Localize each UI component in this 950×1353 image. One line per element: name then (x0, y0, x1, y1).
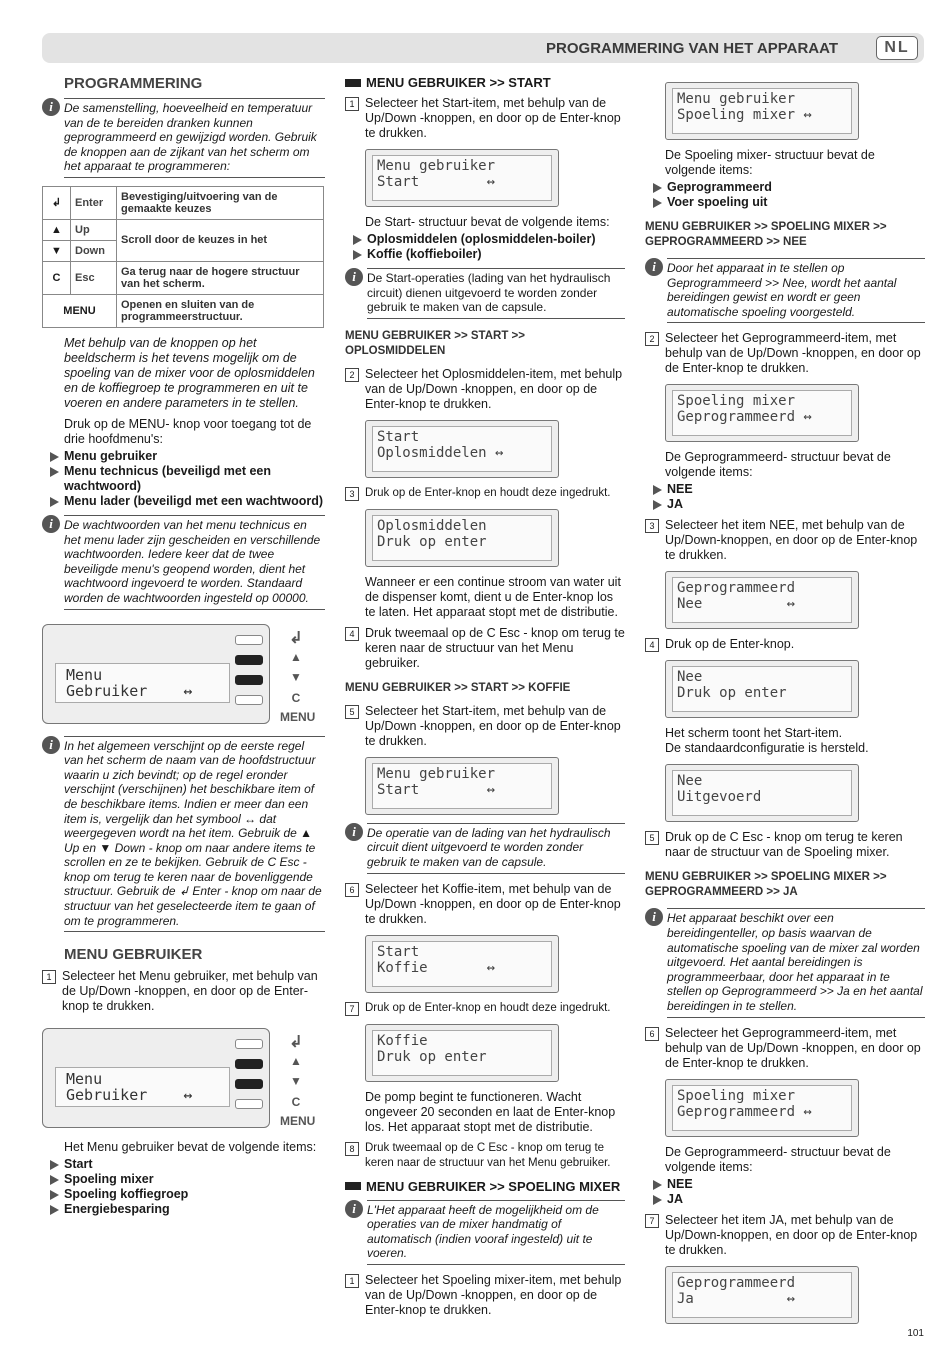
info-icon: i (345, 823, 363, 841)
info-icon: i (645, 908, 663, 926)
info-block: i Het apparaat beschikt over een bereidingenteller, op basis waarvan de automatische spoeling van de mixer zal worden uitgevoerd. Het aantal bereidingen is programmeerbaar, door het apparaat in te stellen op Geprogrammeerd >> Ja en het aantal bereidingen in te stellen. (645, 908, 925, 1017)
subsection-title: MENU GEBRUIKER >> START >> KOFFIE (345, 681, 571, 694)
enter-icon: ↲ (289, 629, 303, 647)
info-block: i De operatie van de lading van het hydraulisch circuit dient uitgevoerd te worden zonder gebruik te maken van de capsule. (345, 823, 625, 874)
control-panel-illustration: Menu Gebruiker ↔ ↲ ▲ ▼ C MENU (42, 1028, 322, 1132)
lcd-display: Spoeling mixer Geprogrammeerd ↔ (665, 384, 859, 442)
section-title-menu-gebruiker: MENU GEBRUIKER (64, 946, 203, 964)
down-arrow-icon: ▼ (290, 669, 302, 684)
lcd-display: Nee Druk op enter (665, 660, 859, 718)
lcd-display: Menu gebruiker Start ↔ (365, 149, 559, 207)
info-block: i In het algemeen verschijnt op de eerste regel van het scherm de naam van de hoofdstructuur waarin u zich bevindt; op de regel eronder verschijnt (verschijnen) het beschikbare item of de beschikbare items. Indien er meer dan een item is, vergelijk dan het symbool ↔ dat weergegeven wordt na het item. Gebruik de ▲ Up en ▼ Down - knop om naar andere items te scrollen en ze te bekijken. Gebruik de C Esc - knop om terug te keren naar de bovenliggende structuur. Gebruik de ↲ Enter - knop om naar de structuur van het geselecteerde item te gaan of om te programmeren. (42, 736, 325, 933)
esc-button (235, 695, 263, 705)
language-badge: NL (876, 36, 918, 60)
subsection-title: MENU GEBRUIKER >> START >> OPLOSMIDDELEN (345, 329, 525, 357)
down-arrow-icon: ▼ (43, 240, 71, 261)
section-title: MENU GEBRUIKER >> SPOELING MIXER (345, 1179, 625, 1194)
menu-key: MENU (43, 294, 117, 327)
lcd-display: Geprogrammeerd Ja ↔ (665, 1266, 859, 1324)
info-block: i De wachtwoorden van het menu technicus en het menu lader zijn gescheiden en verschillende wachtwoorden. Iedere keer dat de twee beveiligde menu's geopend worden, dient het wachtwoord ingevoerd te worden. Standaard worden de wachtwoorden ingesteld op 00000. (42, 515, 325, 610)
info-block: i L'Het apparaat heeft de mogelijkheid om de operaties van de mixer handmatig of automatisch (indien vooraf ingesteld) uit te voeren. (345, 1200, 625, 1265)
info-icon: i (42, 515, 60, 533)
section-title-programmering: PROGRAMMERING (64, 75, 203, 92)
lcd-display: Menu gebruiker Start ↔ (365, 757, 559, 815)
column-2: MENU GEBRUIKER >> START 1 Selecteer het Start-item, met behulp van de Up/Down -knoppen, en door op de Enter-knop te drukken. Menu gebruiker Start ↔ De Start- structuur bevat de volgende items: Oplosmiddelen (oplosmiddelen-boiler) Koffie (koffieboiler) i De Start-operaties (lading van het hydraulisch circuit) dienen uitgevoerd te worden zonder gebruik te maken van de capsule. MENU GEBRUIKER >> START >> OPLOSMIDDELEN 2 Selecteer het Oplosmiddelen-item, met behulp van de Up/Down -knoppen, en door op de Enter-knop te drukken. Start Oplosmiddelen ↔ 3 Druk op de Enter-knop en houdt deze ingedrukt. Oplosmiddelen Druk op enter Wanneer er een continue stroom van water uit de dispenser komt, dient u de Enter-knop los te laten. Het apparaat stopt met de distributie. 4 Druk tweemaal op de C Esc - knop om terug te keren naar de structuur van het Menu gebruiker. MENU GEBRUIKER >> START >> KOFFIE 5 Selecteer het Start-item, met behulp van de Up/Down -knoppen, en door op de Enter-knop te drukken. Menu gebruiker Start ↔ i De operatie van de lading van het hydraulisch circuit dient uitgevoerd te worden zonder gebruik te maken van de capsule. 6 Selecteer het Koffie-item, met behulp van de Up/Down -knoppen, en door op de Enter-knop te drukken. Start Koffie ↔ 7 Druk op de Enter-knop en houdt deze ingedrukt. Koffie Druk op enter De pomp begint te functioneren. Wacht ongeveer 20 seconden en laat de Enter-knop los. Het apparaat stopt met de distributie. 8 Druk tweemaal op de C Esc - knop om terug te keren naar de structuur van het Menu gebruiker. MENU GEBRUIKER >> SPOELING MIXER i L'Het apparaat heeft de mogelijkheid om de operaties van de mixer handmatig of automatisch (indien vooraf ingesteld) uit te voeren. 1 Selecteer het Spoeling mixer-item, met behulp van de Up/Down -knoppen, en door op de Enter-knop te drukken. (345, 75, 625, 1317)
menu-gebruiker-items: Start Spoeling mixer Spoeling koffiegroep Energiebesparing (50, 1157, 325, 1217)
subsection-title: MENU GEBRUIKER >> SPOELING MIXER >> GEPROGRAMMEERD >> NEE (645, 221, 887, 248)
panel-display: Menu Gebruiker ↔ (55, 663, 230, 703)
lcd-display: Koffie Druk op enter (365, 1024, 559, 1082)
column-3: Menu gebruiker Spoeling mixer ↔ De Spoeling mixer- structuur bevat de volgende items: Geprogrammeerd Voer spoeling uit MENU GEBRUIKER >> SPOELING MIXER >> GEPROGRAMMEERD >> NEE i Door het apparaat in te stellen op Geprogrammeerd >> Nee, wordt het aantal bereidingen gewist en wordt er geen automatische spoeling voorgesteld. 2 Selecteer het Geprogrammeerd-item, met behulp van de Up/Down -knoppen, en door op de Enter-knop te drukken. Spoeling mixer Geprogrammeerd ↔ De Geprogrammeerd- structuur bevat de volgende items: NEE JA 3 Selecteer het item NEE, met behulp van de Up/Down-knoppen, en door op de Enter-knop te drukken. Geprogrammeerd Nee ↔ 4 Druk op de Enter-knop. Nee Druk op enter Het scherm toont het Start-item. De standaardconfiguratie is hersteld. Nee Uitgevoerd 5 Druk op de C Esc - knop om terug te keren naar de structuur van de Spoeling mixer. MENU GEBRUIKER >> SPOELING MIXER >> GEPROGRAMMEERD >> JA i Het apparaat beschikt over een bereidingenteller, op basis waarvan de automatische spoeling van de mixer zal worden uitgevoerd. Het aantal bereidingen is programmeerbaar, door het apparaat in te stellen op Geprogrammeerd >> Ja en het aantal bereidingen in te stellen. 6 Selecteer het Geprogrammeerd-item, met behulp van de Up/Down -knoppen, en door op de Enter-knop te drukken. Spoeling mixer Geprogrammeerd ↔ De Geprogrammeerd- structuur bevat de volgende items: NEE JA 7 Selecteer het item JA, met behulp van de Up/Down-knoppen, en door op de Enter-knop te drukken. Geprogrammeerd Ja ↔ (645, 78, 925, 1332)
section-title: MENU GEBRUIKER >> START (345, 75, 625, 90)
down-button (235, 675, 263, 685)
info-block: i Door het apparaat in te stellen op Geprogrammeerd >> Nee, wordt het aantal bereidingen gewist en wordt er geen automatische spoeling voorgesteld. (645, 258, 925, 323)
page-title: PROGRAMMERING VAN HET APPARAAT (546, 40, 838, 57)
subsection-title: MENU GEBRUIKER >> SPOELING MIXER >> GEPROGRAMMEERD >> JA (645, 871, 887, 899)
info-icon: i (345, 1200, 363, 1218)
info-icon: i (645, 258, 663, 276)
info-icon: i (42, 98, 60, 116)
up-arrow-icon: ▲ (290, 1054, 302, 1069)
info-icon: i (42, 736, 60, 754)
page-header (42, 33, 924, 63)
up-button (235, 655, 263, 665)
panel-display: Menu Gebruiker ↔ (55, 1067, 230, 1107)
page-number: 101 (907, 1328, 924, 1339)
enter-icon: ↲ (43, 186, 71, 219)
info-block: i De samenstelling, hoeveelheid en temperatuur van de te bereiden dranken kunnen geprogrammeerd en gewijzigd worden. Gebruik de knoppen aan de zijkant van het scherm om het apparaat te programmeren: (42, 98, 325, 178)
lcd-display: Geprogrammeerd Nee ↔ (665, 571, 859, 629)
keys-table: ↲ Enter Bevestiging/uitvoering van de gemaakte keuzes ▲ Up Scroll door de keuzes in het ▼ Down C Esc Ga terug naar de hogere structuur van het scherm. MENU Openen en sluiten van de programmeerstructuur. (42, 186, 324, 328)
info-block: i De Start-operaties (lading van het hydraulisch circuit) dienen uitgevoerd te worden zonder gebruik te maken van de capsule. (345, 268, 625, 319)
lcd-display: Nee Uitgevoerd (665, 764, 859, 822)
column-1: PROGRAMMERING i De samenstelling, hoeveelheid en temperatuur van de te bereiden dranken kunnen geprogrammeerd en gewijzigd worden. Gebruik de knoppen aan de zijkant van het scherm om het apparaat te programmeren: ↲ Enter Bevestiging/uitvoering van de gemaakte keuzes ▲ Up Scroll door de keuzes in het ▼ Down C Esc Ga terug naar de hogere structuur van het scherm. MENU Openen en sluiten van de programmeerstructuur. Met behulp van de knoppen op het beeldscherm is het tevens mogelijk om de spoeling van de mixer voor de oplosmiddelen en de koffiegroep te programmeren en uit te voeren en andere parameters in te stellen. Druk op de MENU- knop voor toegang tot de drie hoofdmenu's: Menu gebruiker Menu technicus (beveiligd met een wachtwoord) Menu lader (beveiligd met een wachtwoord) i De wachtwoorden van het menu technicus en het menu lader zijn gescheiden en verschillende wachtwoorden. Iedere keer dat de twee beveiligde menu's geopend worden, dient het wachtwoord ingevoerd te worden. Standaard worden de wachtwoorden ingesteld op 00000. Menu Gebruiker ↔ ↲ ▲ ▼ C MENU i In het algemeen verschijnt op de eerste regel van het scherm de naam van de hoofdstructuur waarin u zich bevindt; op de regel eronder verschijnt (verschijnen) het beschikbare item of de beschikbare items. Indien er meer dan een item is, vergelijk dan het symbool ↔ dat weergegeven wordt na het item. Gebruik de ▲ Up en ▼ Down - knop om naar andere items te scrollen en ze te bekijken. Gebruik de C Esc - knop om terug te keren naar de bovenliggende structuur. Gebruik de ↲ Enter - knop om naar de structuur van het geselecteerde item te gaan of om te programmeren. MENU GEBRUIKER 1 Selecteer het Menu gebruiker, met behulp van de Up/Down -knoppen, en door op de Enter-knop te drukken. Menu Gebruiker ↔ ↲ ▲ ▼ C MENU Het Menu gebruiker bevat de volgende items: Start Spoeling mixer Spoeling koffiegroep Energiebesparing (42, 75, 325, 1223)
enter-icon: ↲ (289, 1034, 303, 1052)
enter-button (235, 635, 263, 645)
down-arrow-icon: ▼ (290, 1074, 302, 1089)
lcd-display: Start Koffie ↔ (365, 935, 559, 993)
control-panel-illustration: Menu Gebruiker ↔ ↲ ▲ ▼ C MENU (42, 624, 322, 728)
up-arrow-icon: ▲ (290, 649, 302, 664)
esc-icon: C (43, 261, 71, 294)
lcd-display: Start Oplosmiddelen ↔ (365, 420, 559, 478)
up-arrow-icon: ▲ (43, 219, 71, 240)
main-menus-list: Menu gebruiker Menu technicus (beveiligd met een wachtwoord) Menu lader (beveiligd met een wachtwoord) (50, 449, 325, 509)
lcd-display: Oplosmiddelen Druk op enter (365, 509, 559, 567)
lcd-display: Spoeling mixer Geprogrammeerd ↔ (665, 1079, 859, 1137)
info-icon: i (345, 268, 363, 286)
lcd-display: Menu gebruiker Spoeling mixer ↔ (665, 82, 859, 140)
